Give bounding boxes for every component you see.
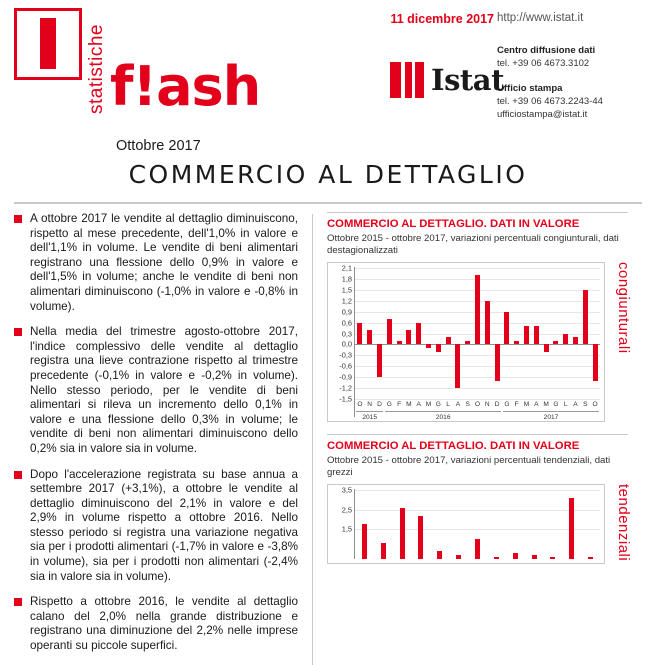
y-axis-tick: 0,6 xyxy=(341,318,352,328)
exclamation-mark-icon xyxy=(14,8,82,80)
y-axis-tick: 2,1 xyxy=(341,263,352,273)
y-axis-tick: -1,2 xyxy=(339,383,352,393)
x-axis-tick: F xyxy=(397,401,402,408)
bar xyxy=(436,344,441,351)
year-group-rule xyxy=(503,411,599,412)
bar xyxy=(362,524,367,559)
x-axis-tick: L xyxy=(563,401,568,408)
x-axis-tick: D xyxy=(377,401,382,408)
x-axis-tick: F xyxy=(514,401,519,408)
y-axis-tick: 3,5 xyxy=(341,485,352,495)
paragraph-text: Rispetto a ottobre 2016, le vendite al dettaglio calano del 2,0% nella grande distribuzione e registrano una diminuzione del 2,2% nelle imprese operanti su piccole superfici. xyxy=(30,595,298,653)
year-group-label: 2015 xyxy=(362,414,378,421)
panel-top-rule xyxy=(327,434,628,435)
publication-date: 11 dicembre 2017 xyxy=(390,12,494,26)
site-url-link[interactable]: http://www.istat.it xyxy=(497,12,584,24)
bullet-square-icon xyxy=(14,328,22,336)
report-period: Ottobre 2017 xyxy=(116,138,201,154)
x-axis-tick: M xyxy=(406,401,412,408)
bar xyxy=(381,543,386,559)
bar xyxy=(550,557,555,559)
paragraph-text: A ottobre 2017 le vendite al dettaglio diminuiscono, rispetto al mese precedente, dell'1,0% in valore e dell'1,1% in volume. Le vendite di beni alimentari registrano una flessione dello 0,9% in valore e dell'1,5% in volume; anche le vendite di beni non alimentari diminuiscono (-1,0% in valore e -0,8% in volume). xyxy=(30,212,298,313)
chart-tendenziali xyxy=(327,484,605,564)
x-axis-tick: S xyxy=(465,401,470,408)
bar xyxy=(513,553,518,559)
bar xyxy=(465,341,470,345)
bar xyxy=(456,555,461,559)
text-column xyxy=(14,212,312,665)
bar xyxy=(397,341,402,345)
bar xyxy=(524,326,529,344)
contact-info xyxy=(497,32,642,121)
bar xyxy=(437,551,442,559)
x-axis-labels xyxy=(355,401,600,411)
chart-title: COMMERCIO AL DETTAGLIO. DATI IN VALORE xyxy=(327,440,580,452)
title-divider xyxy=(14,202,642,204)
bar xyxy=(553,341,558,345)
paragraph-text: Dopo l'accelerazione registrata su base annua a settembre 2017 (+3,1%), a ottobre le vendite al dettaglio diminuiscono del 2,1% in valore e del 2,9% in volume rispetto a ottobre 2016. Nello stesso periodo si registra una variazione negativa sia per i prodotti alimentari (-1,7% in valore e -3,8% in volume), sia per i prodotti non alimentari (-2,4% sia in valore sia in volume). xyxy=(30,467,298,583)
bar xyxy=(583,290,588,345)
x-axis-tick: A xyxy=(455,401,461,408)
y-axis-tick: -1,5 xyxy=(339,394,352,404)
x-axis-tick: G xyxy=(553,401,559,408)
chart-subtitle: Ottobre 2015 - ottobre 2017, variazioni percentuali congiunturali, dati destagionalizzati xyxy=(327,233,619,256)
chart-wrap xyxy=(327,262,632,422)
bar xyxy=(514,341,519,345)
bar xyxy=(357,323,362,345)
x-axis-tick: G xyxy=(435,401,441,408)
header-right-block xyxy=(342,12,642,120)
contact-title-press: Ufficio stampa xyxy=(497,83,563,94)
bar xyxy=(569,498,574,559)
x-axis-tick: M xyxy=(425,401,432,408)
x-axis-tick: M xyxy=(543,401,549,408)
x-axis-tick: G xyxy=(386,401,392,408)
chart-subtitle: Ottobre 2015 - ottobre 2017, variazioni percentuali tendenziali, dati grezzi xyxy=(327,455,611,478)
chart-side-label: congiunturali xyxy=(615,262,632,354)
y-axis-tick: 1,8 xyxy=(341,274,352,284)
y-axis-tick: 0,9 xyxy=(341,307,352,317)
paragraph xyxy=(14,325,298,456)
bullet-square-icon xyxy=(14,598,22,606)
bar-series xyxy=(355,485,600,563)
chart-plot-area xyxy=(328,263,604,421)
panel-top-rule xyxy=(327,212,628,213)
chart-panel-tendenziali xyxy=(327,434,632,564)
x-axis-tick: S xyxy=(583,401,588,408)
exclamation-stroke-icon xyxy=(40,18,56,58)
y-axis-tick: 2,5 xyxy=(341,505,352,515)
x-axis-tick: G xyxy=(504,401,510,408)
x-axis-tick: A xyxy=(573,401,578,408)
bar xyxy=(418,516,423,559)
bar xyxy=(406,330,411,345)
bar xyxy=(563,334,568,345)
y-axis-tick: -0,6 xyxy=(339,361,352,371)
istat-mark-icon xyxy=(390,62,424,98)
x-axis-tick: A xyxy=(534,401,539,408)
contact-title-data: Centro diffusione dati xyxy=(497,45,596,56)
x-axis-tick: M xyxy=(523,401,530,408)
bar xyxy=(495,344,500,380)
bar xyxy=(593,344,598,380)
y-axis-tick: 0,3 xyxy=(341,329,352,338)
bullet-square-icon xyxy=(14,215,22,223)
bar xyxy=(485,301,490,345)
istat-logo xyxy=(390,62,504,98)
paragraph xyxy=(14,468,298,585)
contact-line-press-phone: tel. +39 06 4673.2243-44 xyxy=(497,96,603,107)
chart-side-label: tendenziali xyxy=(615,484,632,562)
y-axis-tick: 1,5 xyxy=(341,524,352,534)
x-axis-tick: N xyxy=(484,401,490,408)
bar xyxy=(573,337,578,344)
chart-congiunturali xyxy=(327,262,605,422)
bar xyxy=(544,344,549,351)
bar xyxy=(475,275,480,344)
year-group-rule xyxy=(385,411,501,412)
page-header xyxy=(0,0,656,130)
logo-flash-text: f!ash xyxy=(110,55,261,118)
logo-vertical-text: statistiche xyxy=(86,24,107,114)
x-axis-tick: O xyxy=(474,401,481,408)
bar xyxy=(475,539,480,559)
y-axis-tick: 1,2 xyxy=(341,296,352,306)
contact-line-press-email[interactable]: ufficiostampa@istat.it xyxy=(497,109,588,120)
bar xyxy=(416,323,421,345)
bar xyxy=(455,344,460,388)
y-axis-tick: -0,3 xyxy=(339,350,352,360)
charts-column xyxy=(313,212,632,665)
content-area xyxy=(0,202,656,665)
contact-block-data xyxy=(497,44,642,70)
x-axis-tick: D xyxy=(494,401,500,408)
y-axis-tick: 1,5 xyxy=(341,285,352,295)
bar xyxy=(367,330,372,345)
bar xyxy=(534,326,539,344)
contact-line-data-phone: tel. +39 06 4673.3102 xyxy=(497,58,590,69)
exclamation-dot-icon xyxy=(40,55,56,69)
paragraph xyxy=(14,595,298,653)
bar xyxy=(387,319,392,344)
x-axis-tick: N xyxy=(367,401,373,408)
x-axis-tick: O xyxy=(592,401,598,408)
paragraph xyxy=(14,212,298,314)
bar xyxy=(532,555,537,559)
chart-wrap xyxy=(327,484,632,564)
bar xyxy=(426,344,431,348)
flash-logo xyxy=(14,8,261,120)
bar xyxy=(446,337,451,344)
x-axis-tick: A xyxy=(416,401,421,408)
bar xyxy=(494,557,499,559)
y-axis-tick: 0,0 xyxy=(341,339,352,349)
bullet-square-icon xyxy=(14,471,22,479)
year-group-rule xyxy=(356,411,383,412)
contact-block-press xyxy=(497,82,642,121)
chart-plot-area xyxy=(328,485,604,563)
x-axis-tick: O xyxy=(357,401,363,408)
x-axis-tick: L xyxy=(446,401,450,408)
page-title: COMMERCIO AL DETTAGLIO xyxy=(128,160,528,189)
paragraph-text: Nella media del trimestre agosto-ottobre 2017, l'indice complessivo delle vendite al dettaglio registra una lieve contrazione rispetto al trimestre precedente (-0,1% in valore e -0,2% in volume). Nello stesso periodo, per le vendite di beni alimentari si rileva un incremento dello 0,1% in valore e una flessione dello 0,3% in volume; le vendite di beni non alimentari diminuiscono dello 0,2% sia in valore sia in volume. xyxy=(30,325,298,455)
istat-wordmark: Istat xyxy=(431,63,504,97)
bar xyxy=(504,312,509,345)
bar xyxy=(588,557,593,559)
title-area xyxy=(0,130,656,202)
bar xyxy=(400,508,405,559)
chart-title: COMMERCIO AL DETTAGLIO. DATI IN VALORE xyxy=(327,218,580,230)
bar-series xyxy=(355,263,600,421)
chart-panel-congiunturali xyxy=(327,212,632,422)
year-group-label: 2017 xyxy=(543,414,559,421)
y-axis-tick: -0,9 xyxy=(339,372,352,382)
bar xyxy=(377,344,382,377)
year-group-label: 2016 xyxy=(435,414,451,421)
